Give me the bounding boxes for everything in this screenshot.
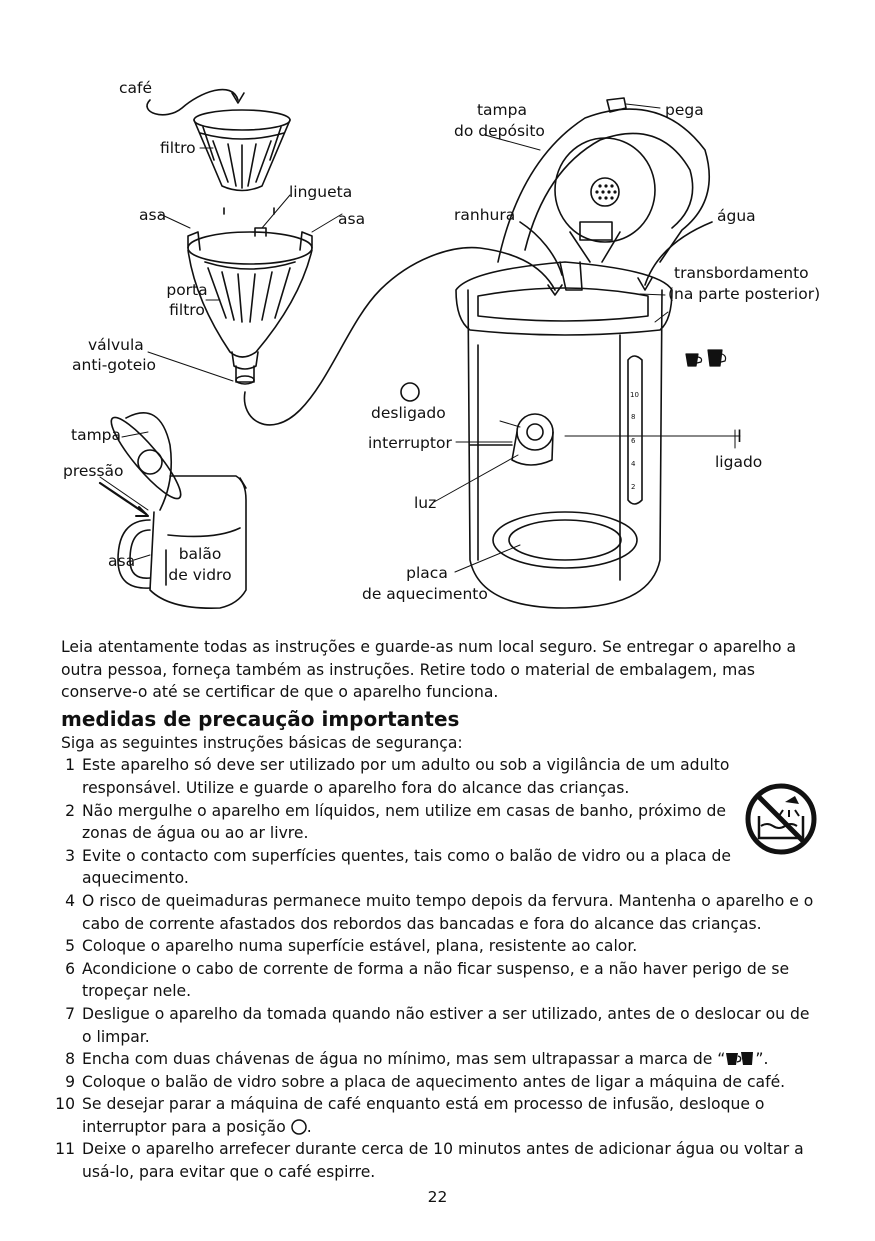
label-filtro: filtro bbox=[160, 139, 196, 157]
label-tampa-deposito: tampa bbox=[476, 101, 527, 119]
label-valvula: válvula bbox=[88, 336, 144, 354]
list-item: 11 Deixe o aparelho arrefecer durante cerca de 10 minutos antes de adicionar água ou voltar a usá-lo, para evitar que o café espirre. bbox=[55, 1140, 804, 1182]
cups-max-icon bbox=[686, 350, 726, 366]
filter-icon bbox=[194, 110, 290, 191]
safety-list bbox=[55, 754, 821, 1183]
label-transbordamento: transbordamento bbox=[674, 264, 809, 282]
label-porta-filtro: filtro bbox=[169, 301, 205, 319]
label-anti-goteio: anti-goteio bbox=[72, 356, 157, 374]
label-asa-jug: asa bbox=[108, 552, 136, 570]
label-na-parte-posterior: (na parte posterior) bbox=[668, 285, 821, 303]
list-item: 2 Não mergulhe o aparelho em líquidos, nem utilize em casas de banho, próximo de zonas de água ou ao ar livre. bbox=[65, 801, 726, 843]
label-de-aquecimento: de aquecimento bbox=[362, 585, 488, 603]
list-item: 5 Coloque o aparelho numa superfície estável, plana, resistente ao calor. bbox=[65, 937, 638, 956]
list-item: 1 Este aparelho só deve ser utilizado por um adulto ou sob a vigilância de um adulto responsável. Utilize e guarde o aparelho fora do alcance das crianças. bbox=[65, 756, 730, 797]
label-interruptor: interruptor bbox=[368, 434, 452, 452]
off-symbol-icon bbox=[401, 383, 419, 401]
list-item: 6 Acondicione o cabo de corrente de forma a não ficar suspenso, e a não haver perigo de se tropeçar nele. bbox=[65, 959, 790, 1001]
off-circle-icon bbox=[291, 1119, 307, 1135]
page-number: 22 bbox=[427, 1188, 448, 1206]
label-ligado: ligado bbox=[715, 453, 763, 471]
list-item: 8 Encha com duas chávenas de água no mínimo, mas sem ultrapassar a marca de “ ”. bbox=[65, 1050, 769, 1069]
list-item: 4 O risco de queimaduras permanece muito tempo depois da fervura. Mantenha o aparelho e o cabo de corrente afastados dos rebordos das bancadas e fora do alcance das crianças. bbox=[65, 891, 814, 933]
pressure-arrow bbox=[100, 483, 146, 514]
label-porta: porta bbox=[166, 281, 208, 299]
shower-holes bbox=[595, 184, 616, 199]
on-symbol: I bbox=[737, 427, 743, 447]
list-item: 10 Se desejar parar a máquina de café enquanto está em processo de infusão, desloque o interruptor para a posição . bbox=[55, 1095, 765, 1136]
label-tampa: tampa bbox=[71, 426, 122, 444]
no-water-warning-icon bbox=[745, 782, 817, 856]
intro-paragraph: Leia atentamente todas as instruções e guarde-as num local seguro. Se entregar o aparelho a outra pessoa, forneça também as instruções. Retire todo o material de embalagem, mas conserve-o até se certificar de que o aparelho funciona. bbox=[61, 638, 797, 702]
label-asa-right: asa bbox=[338, 210, 366, 228]
cups-icon bbox=[725, 1051, 755, 1067]
list-item: 3 Evite o contacto com superfícies quentes, tais como o balão de vidro ou a placa de aquecimento. bbox=[65, 846, 731, 888]
label-de-vidro: de vidro bbox=[168, 566, 232, 584]
label-agua: água bbox=[717, 207, 756, 225]
label-cafe: café bbox=[119, 79, 153, 97]
label-lingueta: lingueta bbox=[289, 183, 353, 201]
gauge-mark: 4 bbox=[631, 460, 636, 468]
gauge-mark: 6 bbox=[631, 437, 636, 445]
gauge-mark: 8 bbox=[631, 413, 636, 421]
gauge-mark: 2 bbox=[631, 483, 636, 491]
label-asa-left: asa bbox=[139, 206, 167, 224]
label-luz: luz bbox=[414, 494, 437, 512]
coffee-maker-diagram bbox=[0, 0, 875, 620]
cord-line bbox=[244, 248, 555, 425]
instructions-text bbox=[55, 636, 821, 1184]
gauge-mark: 10 bbox=[630, 391, 639, 399]
label-ranhura: ranhura bbox=[454, 206, 516, 224]
label-desligado: desligado bbox=[371, 404, 446, 422]
label-do-deposito: do depósito bbox=[454, 122, 545, 140]
section-heading: medidas de precaução importantes bbox=[61, 706, 460, 731]
coffee-maker-body bbox=[456, 98, 709, 608]
label-pressao: pressão bbox=[63, 462, 124, 480]
slot-arrow bbox=[520, 222, 562, 275]
section-subheading: Siga as seguintes instruções básicas de segurança: bbox=[61, 733, 463, 752]
list-item: 9 Coloque o balão de vidro sobre a placa de aquecimento antes de ligar a máquina de café. bbox=[65, 1072, 786, 1091]
label-placa: placa bbox=[406, 564, 448, 582]
label-balao: balão bbox=[178, 545, 222, 563]
label-pega: pega bbox=[665, 101, 704, 119]
list-item: 7 Desligue o aparelho da tomada quando não estiver a ser utilizado, antes de o deslocar ou de o limpar. bbox=[65, 1004, 810, 1046]
